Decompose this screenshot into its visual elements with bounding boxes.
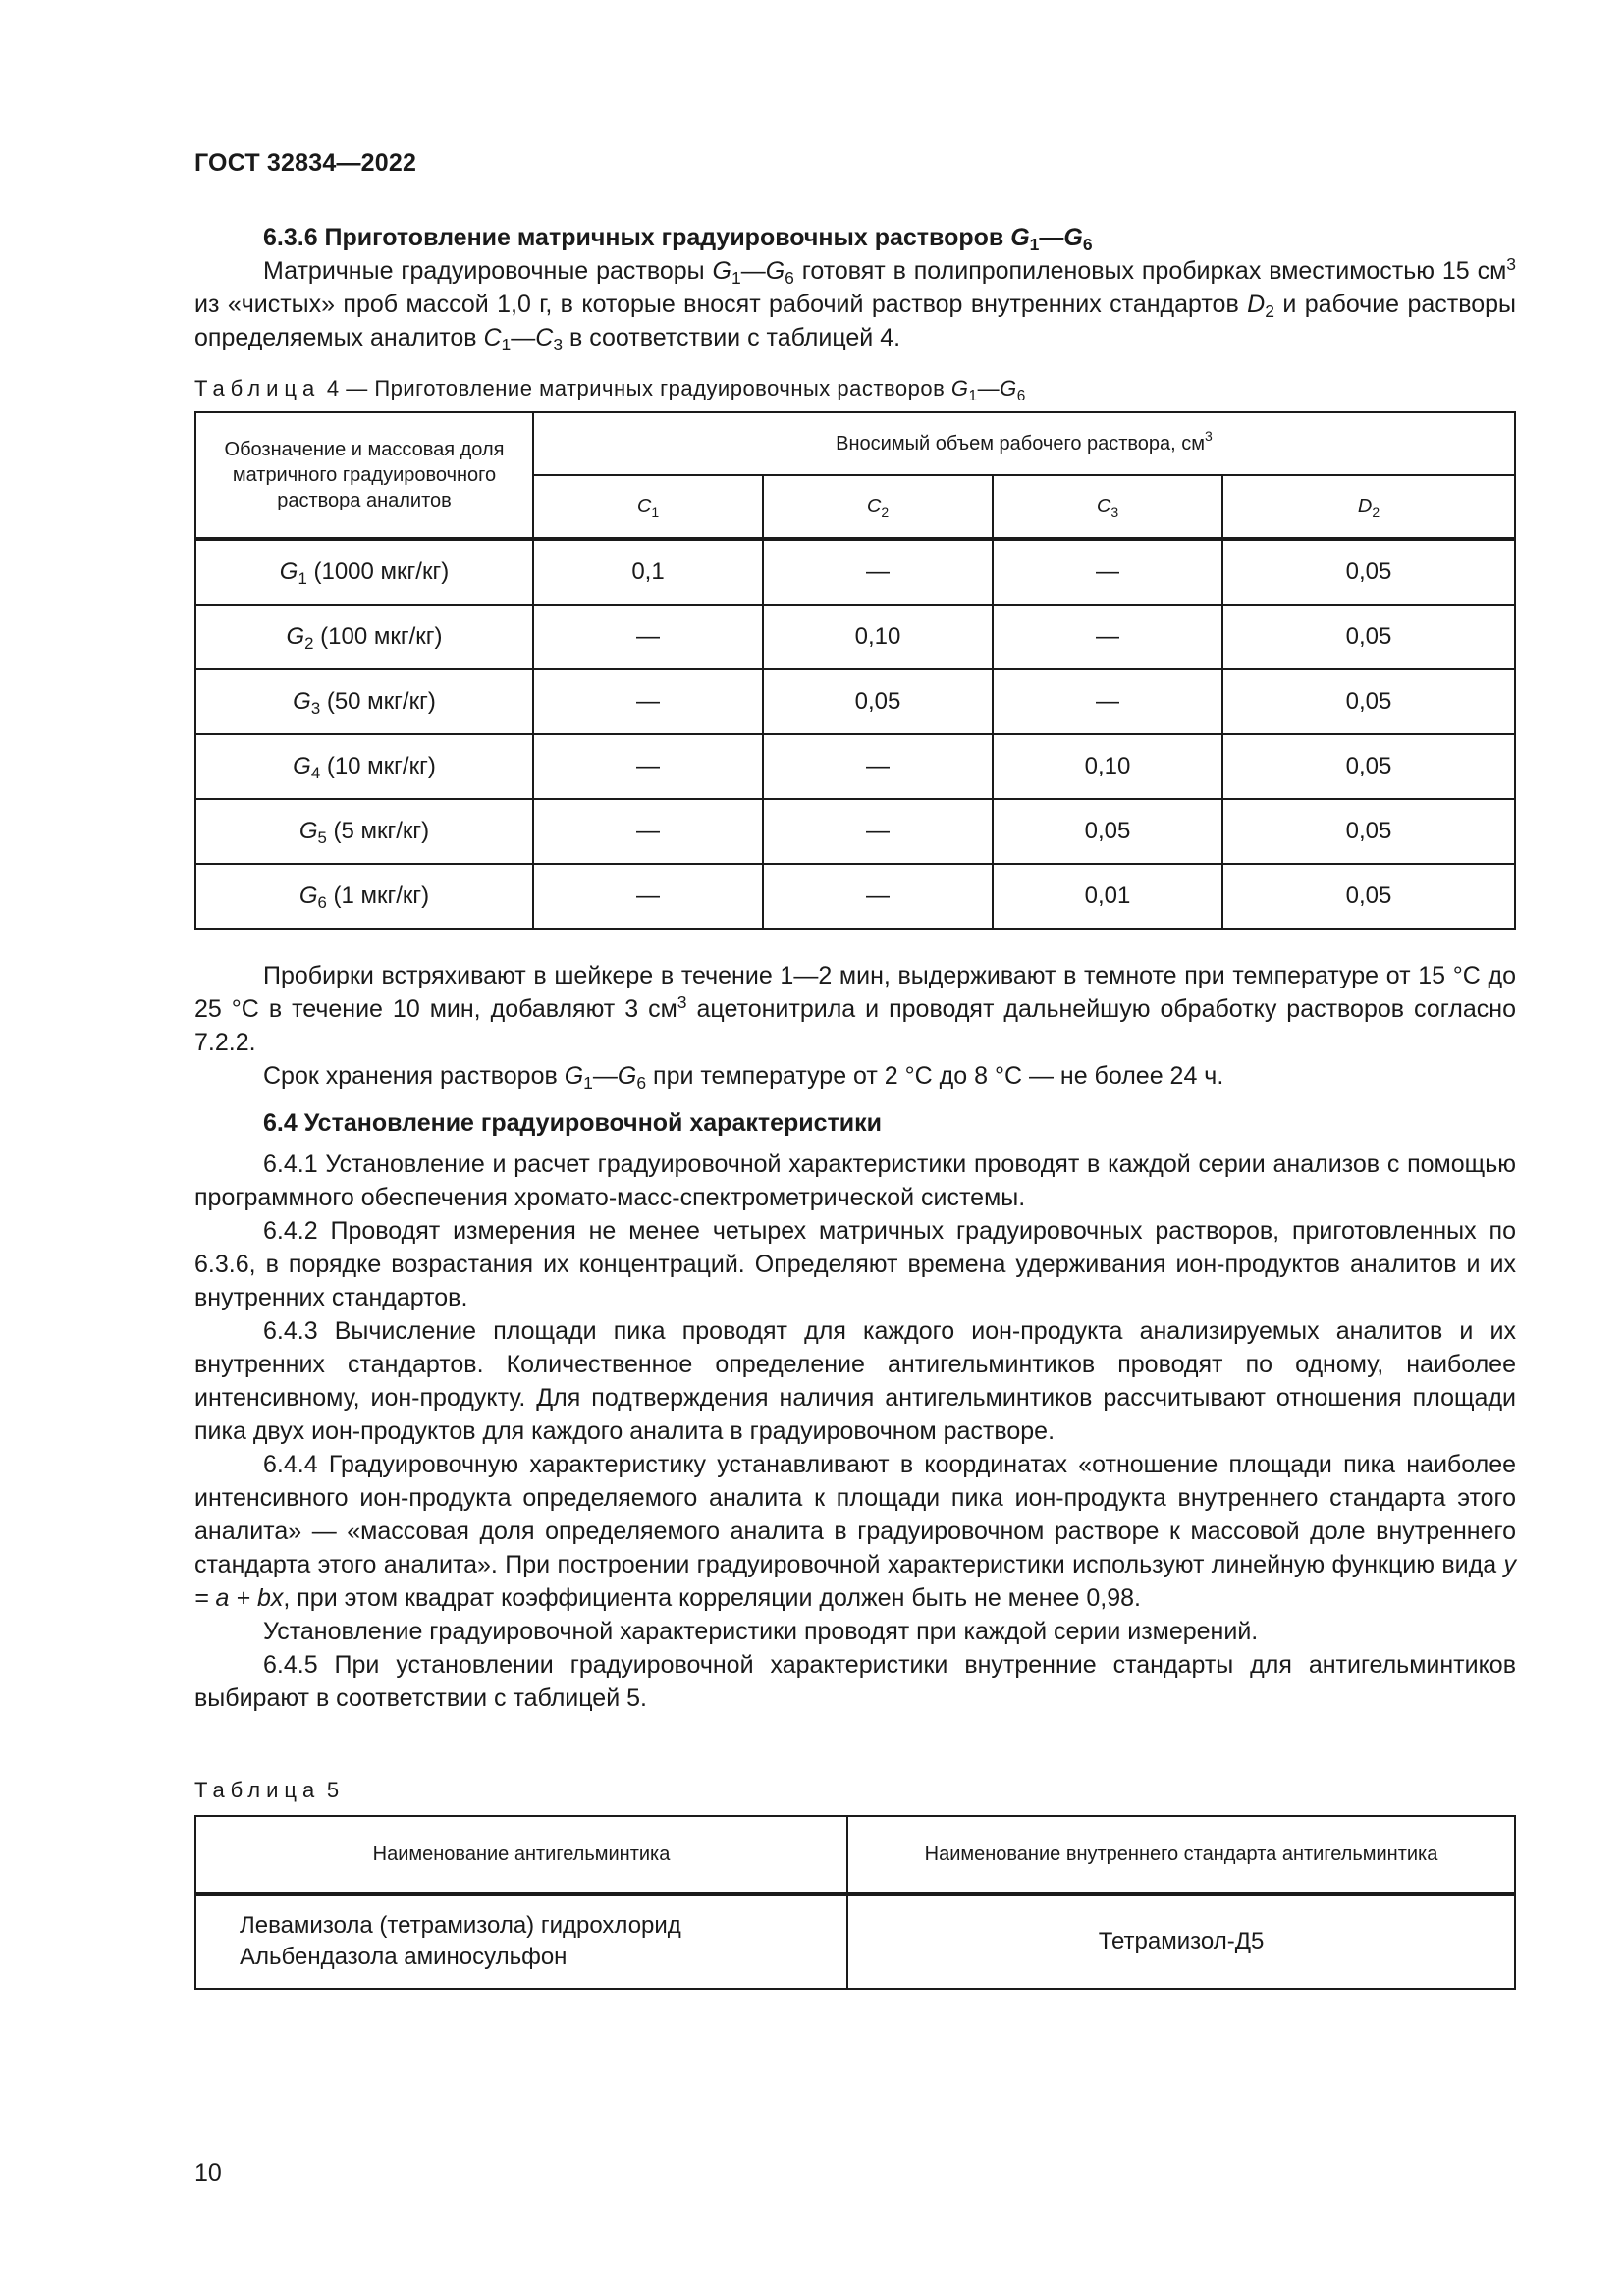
table4-cell: —: [533, 669, 763, 734]
table4-cell: 0,1: [533, 539, 763, 605]
table-row: [195, 605, 1515, 669]
table4-cell: —: [533, 864, 763, 929]
table4-cell: —: [763, 864, 993, 929]
paragraph-645: 6.4.5 При установлении градуировочной характеристики внутренние стандарты для антигельминтиков выбирают в соответствии с таблицей 5.: [194, 1651, 1516, 1712]
table4-row-label: $G_2$ (100 мкг/кг): [195, 605, 533, 669]
table4-cell: —: [993, 539, 1222, 605]
table-row: [195, 734, 1515, 799]
table4-row-label: $G_3$ (50 мкг/кг): [195, 669, 533, 734]
table4-cell: 0,05: [1222, 799, 1515, 864]
table4-cell: 0,10: [993, 734, 1222, 799]
table4-cell: 0,05: [1222, 734, 1515, 799]
page-number: 10: [194, 2160, 222, 2187]
table4-row-label: $G_5$ (5 мкг/кг): [195, 799, 533, 864]
after-table4-paragraph-1: Пробирки встряхивают в шейкере в течение 1—2 мин, выдерживают в темноте при температуре от 15 °C до 25 °C в течение 10 мин, добавляют 3 $см^3$ ацетонитрила и проводят дальнейшую обработку растворов согласно 7.2.2.: [194, 962, 1516, 1056]
table4-cell: —: [533, 799, 763, 864]
table4-cell: 0,05: [993, 799, 1222, 864]
paragraph-644: 6.4.4 Градуировочную характеристику устанавливают в координатах «отношение площади пика наиболее интенсивного ион-продукта определяемого аналита к площади пика ион-продукта внутреннего стандарта этого аналита» — «массовая доля определяемого аналита в градуировочном растворе к массовой доле внутреннего стандарта этого аналита». При построении градуировочной характеристики используют линейную функцию вида y = a + bx, при этом квадрат коэффициента корреляции должен быть не менее 0,98.: [194, 1451, 1516, 1612]
table5-cell-standard: Тетрамизол-Д5: [847, 1894, 1515, 1989]
table4-cell: 0,05: [763, 669, 993, 734]
document-body: [194, 221, 1516, 1990]
table4-cell: —: [763, 734, 993, 799]
table4-cell: —: [993, 605, 1222, 669]
paragraph-642: 6.4.2 Проводят измерения не менее четырех матричных градуировочных растворов, приготовленных по 6.3.6, в порядке возрастания их концентраций. Определяют времена удерживания ион-продуктов аналитов и их внутренних стандартов.: [194, 1217, 1516, 1311]
paragraph-644-continued: Установление градуировочной характеристики проводят при каждой серии измерений.: [263, 1618, 1259, 1645]
table4-subheader-d2: $D_2$: [1222, 475, 1515, 539]
table-row: [195, 669, 1515, 734]
table4-cell: —: [533, 605, 763, 669]
table4-volume-header: Вносимый объем рабочего раствора, $см^3$: [533, 412, 1515, 475]
table4-row-label: $G_1$ (1000 мкг/кг): [195, 539, 533, 605]
section-64-title: 6.4 Установление градуировочной характеристики: [263, 1109, 883, 1137]
table4-cell: 0,05: [1222, 539, 1515, 605]
table-row: [195, 539, 1515, 605]
table5-caption: Таблица 5: [194, 1778, 340, 1802]
table-row: [195, 799, 1515, 864]
section-636-paragraph: Матричные градуировочные растворы $G_1—G_6$ готовят в полипропиленовых пробирках вместимостью 15 $см^3$ из «чистых» проб массой 1,0 г, в которые вносят рабочий раствор внутренних стандартов $D_2$ и рабочие растворы определяемых аналитов $C_1—C_3$ в соответствии с таблицей 4.: [194, 254, 1517, 354]
table4-cell: 0,01: [993, 864, 1222, 929]
table-4: [194, 411, 1516, 930]
table4-subheader-c3: $C_3$: [993, 475, 1222, 539]
table-5: [194, 1815, 1516, 1990]
table4-cell: 0,05: [1222, 669, 1515, 734]
table4-cell: —: [763, 539, 993, 605]
table4-cell: —: [533, 734, 763, 799]
table4-cell: 0,05: [1222, 605, 1515, 669]
table4-subheader-c2: $C_2$: [763, 475, 993, 539]
table4-subheader-c1: $C_1$: [533, 475, 763, 539]
section-636-title: 6.3.6 Приготовление матричных градуировочных растворов $G_1—G_6$: [263, 224, 1093, 254]
table4-row-label: $G_6$ (1 мкг/кг): [195, 864, 533, 929]
table4-col0-header: Обозначение и массовая доля матричного градуировочного раствора аналитов: [195, 412, 533, 539]
table4-cell: 0,05: [1222, 864, 1515, 929]
table5-cell-anthelmintic: Левамизола (тетрамизола) гидрохлорид Альбендазола аминосульфон: [195, 1894, 847, 1989]
table4-cell: —: [763, 799, 993, 864]
table4-cell: 0,10: [763, 605, 993, 669]
after-table4-paragraph-2: Срок хранения растворов $G_1—G_6$ при температуре от 2 °C до 8 °C — не более 24 ч.: [263, 1062, 1224, 1093]
document-header: ГОСТ 32834—2022: [194, 149, 417, 177]
paragraph-641: 6.4.1 Установление и расчет градуировочной характеристики проводят в каждой серии анализов с помощью программного обеспечения хромато-масс-спектрометрической системы.: [194, 1150, 1516, 1211]
table-row: [195, 1894, 1515, 1989]
paragraph-643: 6.4.3 Вычисление площади пика проводят для каждого ион-продукта анализируемых аналитов и их внутренних стандартов. Количественное определение антигельминтиков проводят по одному, наиболее интенсивному, ион-продукту. Для подтверждения наличия антигельминтиков рассчитывают отношения площади пика двух ион-продуктов для каждого аналита в градуировочном растворе.: [194, 1317, 1516, 1445]
table4-caption: Таблица 4 — Приготовление матричных градуировочных растворов $G_1—G_6$: [194, 376, 1026, 404]
table5-header-col1: Наименование антигельминтика: [195, 1816, 847, 1894]
table-row: [195, 864, 1515, 929]
table4-cell: —: [993, 669, 1222, 734]
table5-header-col2: Наименование внутреннего стандарта антигельминтика: [847, 1816, 1515, 1894]
table4-row-label: $G_4$ (10 мкг/кг): [195, 734, 533, 799]
